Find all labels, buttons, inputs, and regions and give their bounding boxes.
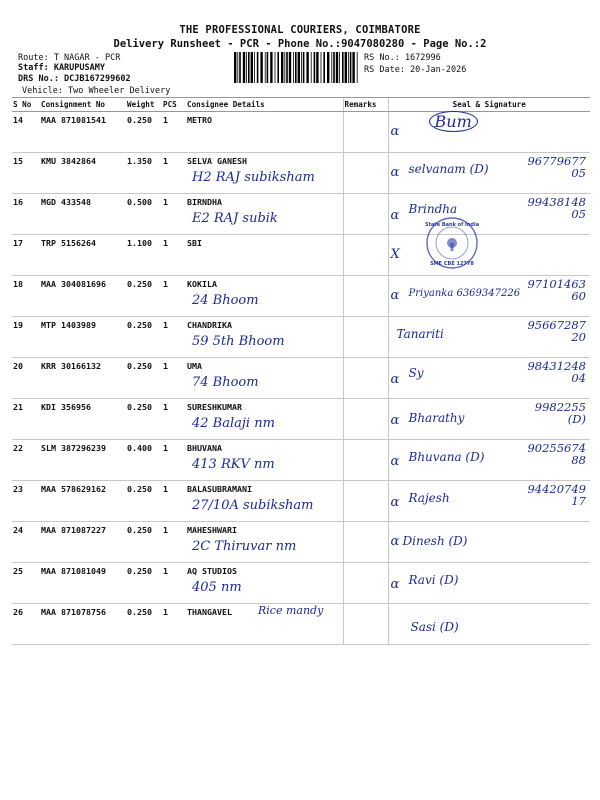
handwritten-phone: 9442074917 (527, 482, 586, 508)
col-consignee: Consignee Details (186, 98, 343, 112)
handwritten-address: 24 Bhoom (192, 293, 259, 308)
received-mark: X (390, 247, 400, 262)
table-row (12, 112, 590, 153)
weight-value: 0.250 (126, 112, 162, 153)
signature-cell (388, 112, 590, 153)
signature-cell (388, 399, 590, 440)
consignee-name: CHANDRIKA (187, 320, 232, 330)
barcode-bar (286, 52, 288, 83)
company-title: THE PROFESSIONAL COURIERS, COIMBATORE (179, 24, 421, 36)
handwritten-signature: Bum (429, 111, 478, 132)
barcode-bar (311, 52, 312, 83)
route-label: Route: T NAGAR - PCR (18, 53, 121, 63)
table-row (12, 276, 590, 317)
received-mark: α (390, 495, 400, 510)
row-sno: 21 (12, 399, 40, 440)
consignment-number: TRP 5156264 (40, 235, 126, 276)
pcs-value: 1 (162, 563, 186, 604)
signature-cell (388, 276, 590, 317)
table-row (12, 317, 590, 358)
pcs-value: 1 (162, 276, 186, 317)
barcode-bar (316, 52, 318, 83)
barcode-bar (251, 52, 253, 83)
barcode-bar (327, 52, 329, 83)
barcode-bar (345, 52, 347, 83)
handwritten-address: 27/10A subiksham (192, 498, 314, 513)
handwritten-address: Rice mandy (258, 604, 324, 617)
consignee-cell (186, 276, 343, 317)
row-sno: 15 (12, 153, 40, 194)
barcode-bar (314, 52, 316, 83)
col-seal: Seal & Signature (388, 98, 590, 112)
barcode-bar (284, 52, 285, 83)
weight-value: 0.250 (126, 399, 162, 440)
weight-value: 0.250 (126, 276, 162, 317)
signature-cell (388, 194, 590, 267)
consignee-cell (186, 563, 343, 604)
barcode-bar (293, 52, 294, 83)
consignment-number: MAA 578629162 (40, 481, 126, 522)
barcode-bar (323, 52, 325, 83)
received-mark: α (390, 577, 400, 592)
barcode-bar (267, 52, 269, 83)
barcode-bar (257, 52, 259, 83)
col-remarks: Remarks (343, 98, 388, 112)
consignee-cell (186, 194, 343, 235)
vehicle-label: Vehicle: Two Wheeler Delivery (22, 86, 171, 96)
remarks-cell (343, 522, 388, 563)
handwritten-signature: Dinesh (D) (402, 534, 468, 548)
handwritten-phone: 9943814805 (527, 195, 586, 221)
handwritten-signature: Rajesh (408, 491, 450, 505)
barcode-bar (239, 52, 241, 83)
handwritten-phone: 9566728720 (527, 318, 586, 344)
signature-cell (388, 604, 590, 645)
consignment-number: SLM 387296239 (40, 440, 126, 481)
signature-cell (388, 317, 590, 358)
handwritten-phone: 9025567488 (527, 441, 586, 467)
barcode-bar (246, 52, 247, 83)
consignee-cell (186, 481, 343, 522)
weight-value: 1.350 (126, 153, 162, 194)
consignee-name: SELVA GANESH (187, 156, 247, 166)
received-mark: α (390, 208, 400, 223)
table-row (12, 522, 590, 563)
barcode-bar (348, 52, 349, 83)
weight-value: 0.400 (126, 440, 162, 481)
remarks-cell (343, 317, 388, 358)
signature-cell (388, 522, 590, 563)
weight-value: 0.250 (126, 358, 162, 399)
handwritten-address: H2 RAJ subiksham (192, 170, 315, 185)
handwritten-signature: selvanam (D) (408, 162, 489, 176)
consignee-cell (186, 358, 343, 399)
barcode-bar (260, 52, 262, 83)
consignee-cell (186, 399, 343, 440)
consignment-number: MAA 871081049 (40, 563, 126, 604)
signature-cell (388, 358, 590, 399)
pcs-value: 1 (162, 317, 186, 358)
pcs-value: 1 (162, 153, 186, 194)
handwritten-address: 74 Bhoom (192, 375, 259, 390)
row-sno: 17 (12, 235, 40, 276)
barcode-bar (306, 52, 308, 83)
table-row (12, 481, 590, 522)
row-sno: 25 (12, 563, 40, 604)
remarks-cell (343, 481, 388, 522)
handwritten-address: 59 5th Bhoom (192, 334, 285, 349)
consignee-name: BHUVANA (187, 443, 222, 453)
received-mark: α (390, 165, 400, 180)
table-row (12, 194, 590, 235)
signature-cell (388, 440, 590, 481)
pcs-value: 1 (162, 522, 186, 563)
barcode-bar (331, 52, 332, 83)
handwritten-phone: 9677967705 (527, 154, 586, 180)
table-header-row (12, 98, 590, 112)
received-mark: α (390, 413, 400, 428)
consignee-cell (186, 522, 343, 563)
received-mark: α (390, 534, 400, 549)
barcode-bar (336, 52, 338, 83)
row-sno: 24 (12, 522, 40, 563)
received-mark: α (390, 372, 400, 387)
weight-value: 0.250 (126, 604, 162, 645)
barcode-bar (350, 52, 352, 83)
barcode-bar (277, 52, 279, 83)
barcode-bar (243, 52, 245, 83)
table-row (12, 604, 590, 645)
handwritten-phone: 9843124804 (527, 359, 586, 385)
pcs-value: 1 (162, 194, 186, 235)
consignee-cell (186, 112, 343, 153)
consignee-name: METRO (187, 115, 212, 125)
handwritten-signature: Tanariti (396, 327, 444, 341)
weight-value: 0.250 (126, 563, 162, 604)
barcode-bar (352, 52, 354, 83)
row-sno: 26 (12, 604, 40, 645)
handwritten-address: 405 nm (192, 580, 242, 595)
remarks-cell (343, 604, 388, 645)
handwritten-signature: Sasi (D) (410, 620, 459, 634)
consignment-number: MGD 433548 (40, 194, 126, 235)
pcs-value: 1 (162, 604, 186, 645)
pcs-value: 1 (162, 358, 186, 399)
consignee-name: KOKILA (187, 279, 217, 289)
col-sno: S No (12, 98, 40, 112)
signature-cell (388, 481, 590, 522)
col-pcs: PCS (162, 98, 186, 112)
consignee-name: MAHESHWARI (187, 525, 237, 535)
consignment-number: MTP 1403989 (40, 317, 126, 358)
table-row (12, 563, 590, 604)
barcode-bar (248, 52, 250, 83)
row-sno: 19 (12, 317, 40, 358)
stamp-branch-code: SME CBE 12778 (429, 261, 474, 267)
barcode (232, 52, 360, 83)
pcs-value: 1 (162, 440, 186, 481)
remarks-cell (343, 235, 388, 276)
weight-value: 0.250 (126, 522, 162, 563)
signature-cell (388, 235, 590, 276)
table-row (12, 358, 590, 399)
barcode-bar (234, 52, 236, 83)
barcode-bar (298, 52, 300, 83)
barcode-bar (275, 52, 276, 83)
weight-value: 0.500 (126, 194, 162, 235)
barcode-bar (270, 52, 272, 83)
handwritten-signature: Bharathy (408, 411, 465, 425)
handwritten-phone: 9710146360 (527, 277, 586, 303)
consignee-name: THANGAVEL (187, 607, 232, 617)
barcode-bar (281, 52, 283, 83)
row-sno: 22 (12, 440, 40, 481)
barcode-bar (321, 52, 322, 83)
barcode-bar (357, 52, 358, 83)
handwritten-address: E2 RAJ subik (192, 211, 278, 226)
col-weight: Weight (126, 98, 162, 112)
handwritten-signature: Ravi (D) (408, 573, 459, 587)
consignment-number: KMU 3842864 (40, 153, 126, 194)
stamp-bank-name: State Bank of India (424, 222, 479, 228)
table-row (12, 235, 590, 276)
consignee-cell (186, 153, 343, 194)
signature-cell (388, 563, 590, 604)
row-sno: 16 (12, 194, 40, 235)
consignment-number: MAA 871087227 (40, 522, 126, 563)
remarks-cell (343, 112, 388, 153)
pcs-value: 1 (162, 481, 186, 522)
consignee-name: SURESHKUMAR (187, 402, 242, 412)
handwritten-signature: Sy (408, 366, 424, 380)
handwritten-signature: Priyanka 6369347226 (408, 288, 521, 299)
row-sno: 23 (12, 481, 40, 522)
col-consignment: Consignment No (40, 98, 126, 112)
barcode-bar (333, 52, 335, 83)
handwritten-signature: Bhuvana (D) (408, 450, 485, 464)
consignment-number: MAA 871078756 (40, 604, 126, 645)
weight-value: 1.100 (126, 235, 162, 276)
pcs-value: 1 (162, 112, 186, 153)
barcode-bar (265, 52, 266, 83)
handwritten-phone: 9982255 (D) (534, 400, 586, 426)
received-mark: α (390, 454, 400, 469)
remarks-cell (343, 276, 388, 317)
weight-value: 0.250 (126, 481, 162, 522)
received-mark: α (390, 288, 400, 303)
consignee-cell (186, 440, 343, 481)
consignment-number: MAA 871081541 (40, 112, 126, 153)
row-sno: 14 (12, 112, 40, 153)
drs-number: DRS No.: DCJB167299602 (18, 74, 131, 84)
handwritten-address: 2C Thiruvar nm (192, 539, 297, 554)
remarks-cell (343, 153, 388, 194)
barcode-bar (295, 52, 297, 83)
handwritten-address: 413 RKV nm (192, 457, 275, 472)
pcs-value: 1 (162, 235, 186, 276)
runsheet-table (12, 97, 590, 645)
barcode-bar (342, 52, 344, 83)
remarks-cell (343, 563, 388, 604)
runsheet-subtitle: Delivery Runsheet - PCR - Phone No.:9047080280 - Page No.:2 (113, 38, 487, 50)
barcode-bar (289, 52, 291, 83)
table-row (12, 440, 590, 481)
consignee-name: SBI (187, 238, 202, 248)
table-row (12, 153, 590, 194)
consignee-name: AQ STUDIOS (187, 566, 237, 576)
remarks-cell (343, 194, 388, 235)
pcs-value: 1 (162, 399, 186, 440)
rs-date: RS Date: 20-Jan-2026 (364, 65, 467, 75)
table-row (12, 399, 590, 440)
barcode-bar (339, 52, 340, 83)
staff-label: Staff: KARUPUSAMY (18, 63, 105, 73)
remarks-cell (343, 358, 388, 399)
barcode-bar (254, 52, 255, 83)
handwritten-address: 42 Balaji nm (192, 416, 275, 431)
consignee-name: BALASUBRAMANI (187, 484, 252, 494)
signature-cell (388, 153, 590, 194)
barcode-bar (303, 52, 305, 83)
barcode-bar (237, 52, 238, 83)
received-mark: α (390, 124, 400, 139)
consignment-number: MAA 304081696 (40, 276, 126, 317)
consignee-name: BIRNDHA (187, 197, 222, 207)
row-sno: 18 (12, 276, 40, 317)
rs-number: RS No.: 1672996 (364, 53, 441, 63)
remarks-cell (343, 440, 388, 481)
consignee-cell (186, 235, 343, 276)
consignment-number: KDI 356956 (40, 399, 126, 440)
weight-value: 0.250 (126, 317, 162, 358)
consignee-cell (186, 604, 343, 645)
consignment-number: KRR 30166132 (40, 358, 126, 399)
consignee-name: UMA (187, 361, 202, 371)
handwritten-signature: Brindha (408, 202, 458, 216)
consignee-cell (186, 317, 343, 358)
remarks-cell (343, 399, 388, 440)
row-sno: 20 (12, 358, 40, 399)
barcode-bar (301, 52, 302, 83)
